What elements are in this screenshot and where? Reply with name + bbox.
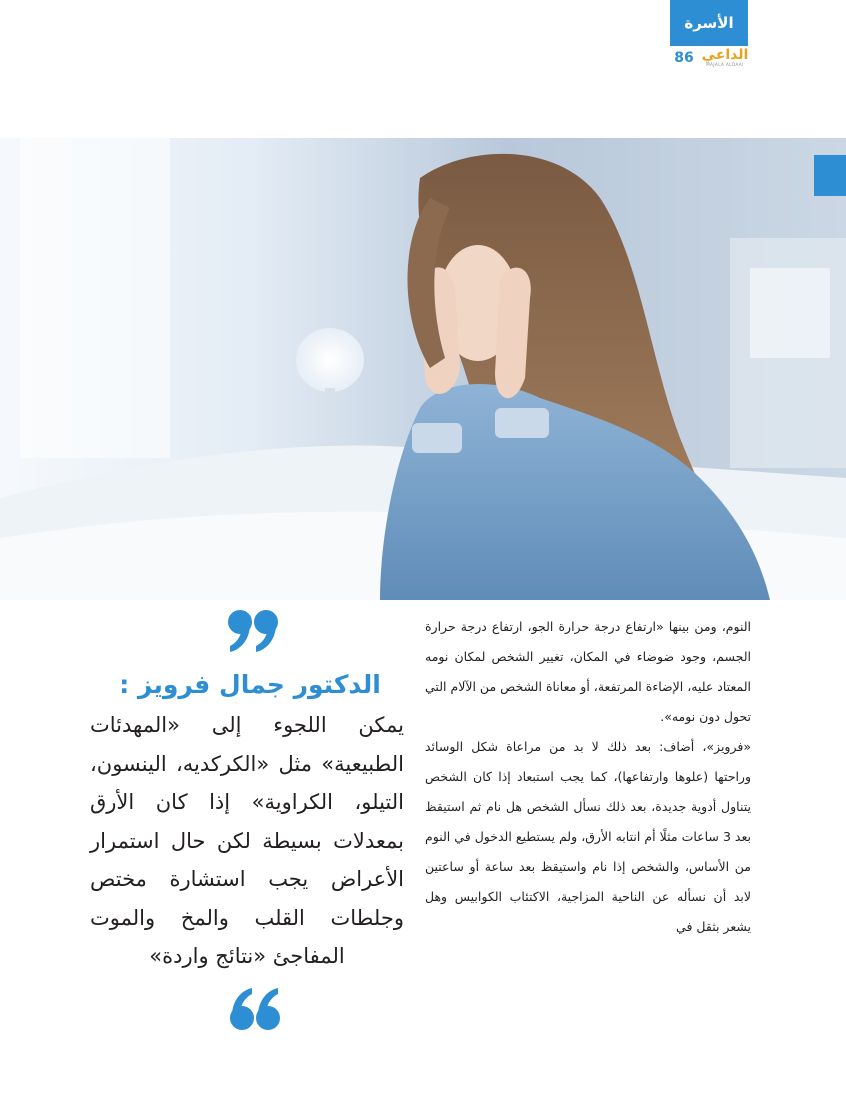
quote-text: يمكن اللجوء إلى «المهدئات الطبيعية» مثل «الكركديه، الينسون، التيلو، الكراوية» إذا كان الأرق بمعدلات بسيطة لكن حال استمرار الأعراض يجب استشارة مختص وجلطات القلب والمخ والموت المفاجئ «نتائج واردة»	[90, 713, 404, 968]
magazine-logo	[700, 48, 750, 68]
quote-author: الدكتور جمال فرويز :	[119, 670, 381, 699]
page-number: 86	[674, 50, 694, 66]
article-paragraph: النوم، ومن بينها «ارتفاع درجة حرارة الجو، ارتفاع درجة حرارة الجسم، وجود ضوضاء في المكان، تغيير الشخص لمكان نومه المعتاد عليه، الإضاءة المرتفعة، أو معاناة الشخص من الآلام التي تحول دون نومه».	[425, 619, 751, 724]
article-text	[425, 612, 751, 942]
section-tab	[670, 0, 748, 46]
article-photo	[0, 138, 846, 600]
quote-mark-open-icon	[226, 608, 282, 654]
article-paragraph: «فرويز»، أضاف: بعد ذلك لا بد من مراعاة شكل الوسائد وراحتها (علوها وارتفاعها)، كما يجب استبعاد إذا كان الشخص يتناول أدوية جديدة، بعد ذلك نسأل الشخص هل نام ثم استيقظ بعد 3 ساعات مثلًا أم انتابه الأرق، ولم يستطيع الدخول في النوم من الأساس، والشخص إذا نام واستيقظ بعد ساعة أو ساعتين لابد أن نسأله عن الناحية المزاجية، الاكتئاب الكوابيس وهل يشعر بثقل في	[425, 739, 751, 934]
woman-holding-head-on-bed-icon	[0, 138, 846, 600]
blue-accent-tab	[814, 155, 846, 196]
quote-mark-close-icon	[226, 986, 282, 1032]
magazine-name: الداعي	[701, 47, 749, 63]
magazine-subtitle: MAJALA ALDAAI	[706, 62, 744, 67]
section-title: الأسرة	[684, 14, 734, 32]
